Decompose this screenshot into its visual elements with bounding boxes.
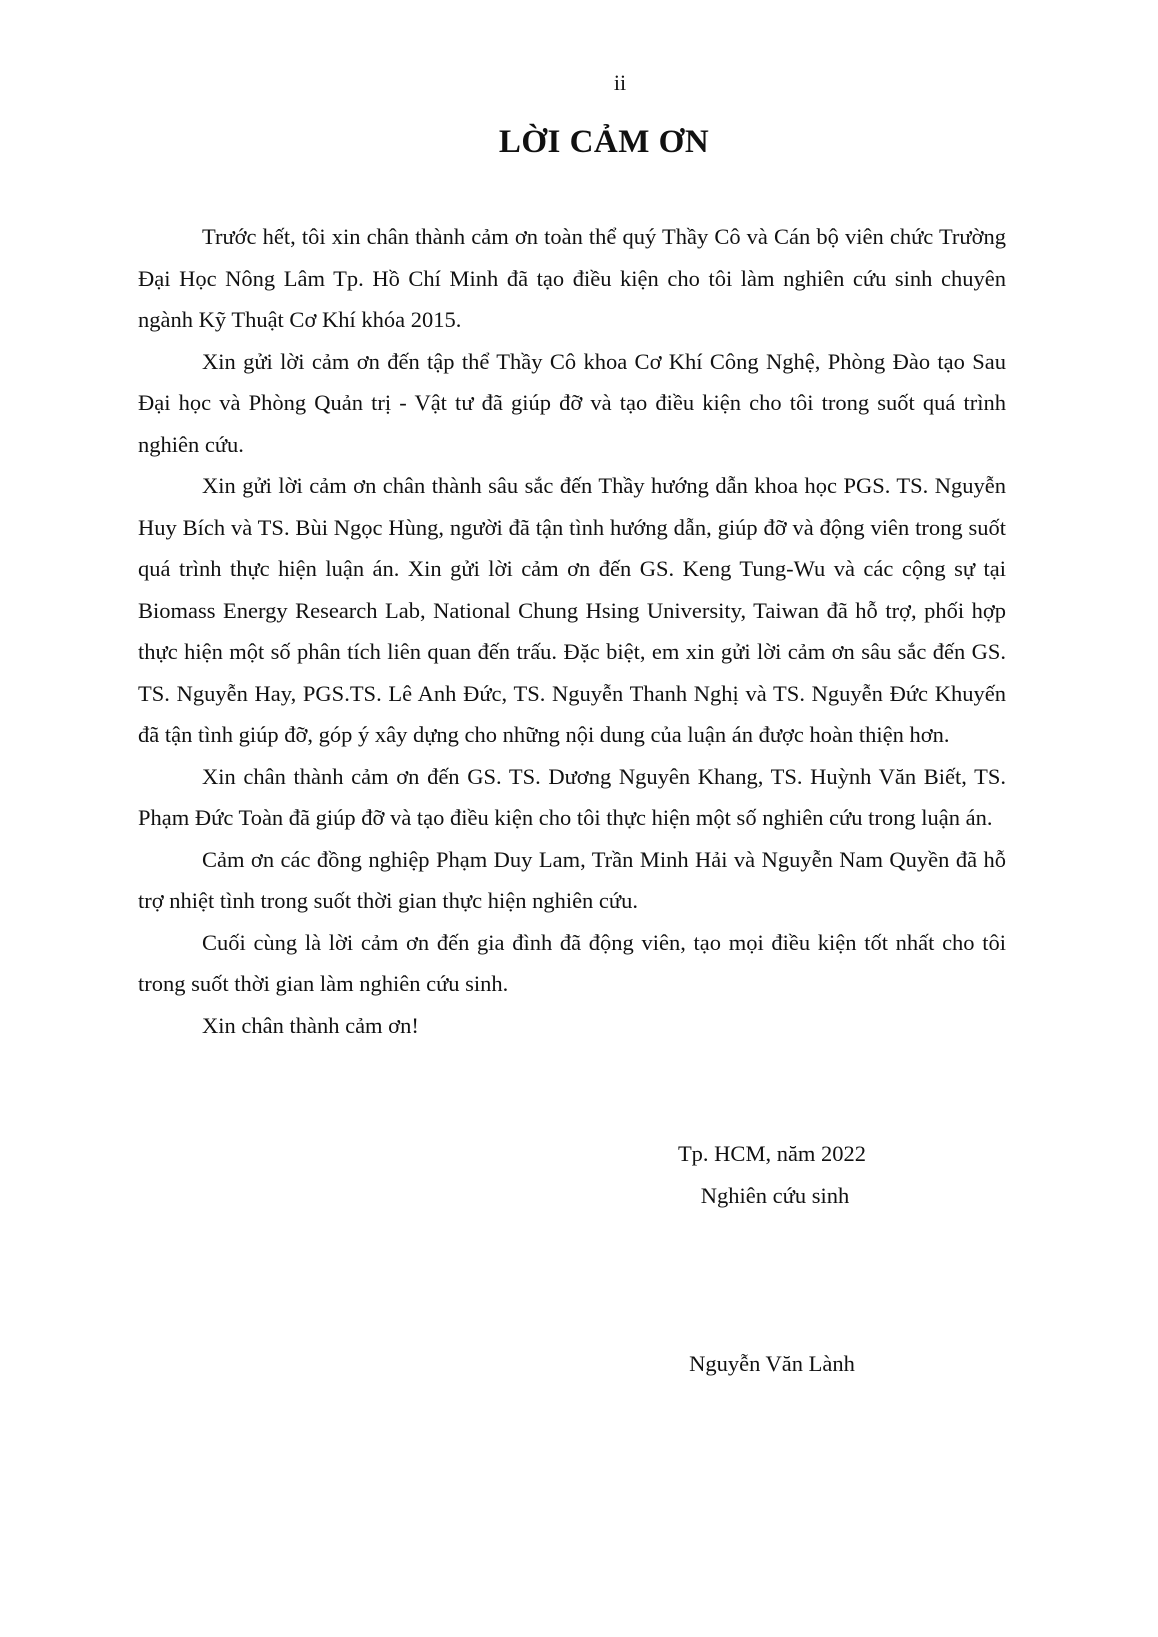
closing-line: Xin chân thành cảm ơn! [202,1012,419,1038]
signature-role: Nghiên cứu sinh [700,1183,850,1208]
paragraph: Cảm ơn các đồng nghiệp Phạm Duy Lam, Trần Minh Hải và Nguyễn Nam Quyền đã hỗ trợ nhiệt tình trong suốt thời gian thực hiện nghiên cứu. [138,846,1006,913]
signature-place-date: Tp. HCM, năm 2022 [677,1141,867,1166]
paragraph: Xin gửi lời cảm ơn chân thành sâu sắc đến Thầy hướng dẫn khoa học PGS. TS. Nguyễn Huy Bích và TS. Bùi Ngọc Hùng, người đã tận tình hướng dẫn, giúp đỡ và động viên trong suốt quá trình thực hiện luận án. Xin gửi lời cảm ơn đến GS. Keng Tung-Wu và các cộng sự tại Biomass Energy Research Lab, National Chung Hsing University, Taiwan đã hỗ trợ, phối hợp thực hiện một số phân tích liên quan đến trấu. Đặc biệt, em xin gửi lời cảm ơn sâu sắc đến GS. TS. Nguyễn Hay, PGS.TS. Lê Anh Đức, TS. Nguyễn Thanh Nghị và TS. Nguyễn Đức Khuyến đã tận tình giúp đỡ, góp ý xây dựng cho những nội dung của luận án được hoàn thiện hơn. [138,473,1006,747]
acknowledgement-body [138,216,1006,1046]
page-title: LỜI CẢM ƠN [498,124,710,160]
page-number: ii [613,70,627,95]
signature-name: Nguyễn Văn Lành [689,1351,855,1376]
paragraph: Xin chân thành cảm ơn đến GS. TS. Dương Nguyên Khang, TS. Huỳnh Văn Biết, TS. Phạm Đức Toàn đã giúp đỡ và tạo điều kiện cho tôi thực hiện một số nghiên cứu trong luận án. [138,763,1006,830]
paragraph: Xin gửi lời cảm ơn đến tập thể Thầy Cô khoa Cơ Khí Công Nghệ, Phòng Đào tạo Sau Đại học và Phòng Quản trị - Vật tư đã giúp đỡ và tạo điều kiện cho tôi trong suốt quá trình nghiên cứu. [138,348,1006,457]
paragraph: Trước hết, tôi xin chân thành cảm ơn toàn thể quý Thầy Cô và Cán bộ viên chức Trường Đại Học Nông Lâm Tp. Hồ Chí Minh đã tạo điều kiện cho tôi làm nghiên cứu sinh chuyên ngành Kỹ Thuật Cơ Khí khóa 2015. [138,224,1006,332]
paragraph: Cuối cùng là lời cảm ơn đến gia đình đã động viên, tạo mọi điều kiện tốt nhất cho tôi trong suốt thời gian làm nghiên cứu sinh. [138,929,1006,996]
